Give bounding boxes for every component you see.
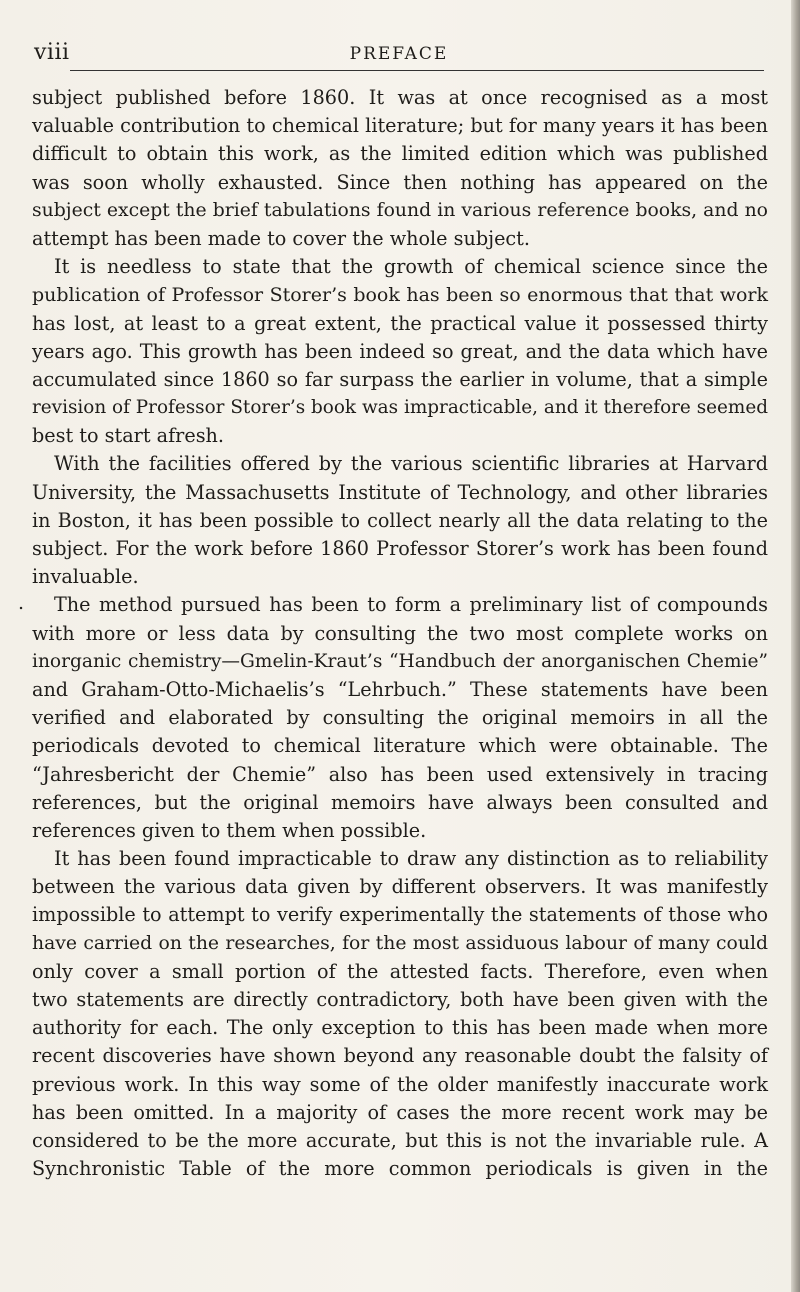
text-line: authority for each. The only exception to this has been made when more	[32, 1016, 768, 1040]
text-line: subject except the brief tabulations found in various reference books, and no	[32, 199, 768, 221]
text-line: subject. For the work before 1860 Professor Storer’s work has been found	[32, 537, 768, 560]
text-line: previous work. In this way some of the older manifestly inaccurate work	[32, 1072, 768, 1096]
text-line: years ago. This growth has been indeed so great, and the data which have	[32, 339, 768, 363]
page-edge-shadow	[791, 0, 800, 1292]
text-line: publication of Professor Storer’s book has been so enormous that that work	[32, 284, 768, 307]
text-line: periodicals devoted to chemical literature which were obtainable. The	[32, 734, 768, 758]
text-line: attempt has been made to cover the whole subject.	[32, 226, 530, 250]
text-line: With the facilities offered by the various scientific libraries at Harvard	[54, 452, 768, 476]
text-line: was soon wholly exhausted. Since then nothing has appeared on the	[32, 170, 768, 194]
text-line: recent discoveries have shown beyond any reasonable doubt the falsity of	[32, 1044, 768, 1068]
text-line: has lost, at least to a great extent, the practical value it possessed thirty	[32, 311, 768, 335]
text-line: and Graham-Otto-Michaelis’s “Lehrbuch.” These statements have been	[32, 677, 768, 701]
body-text	[32, 84, 768, 1183]
text-line: have carried on the researches, for the most assiduous labour of many could	[32, 932, 768, 954]
text-line: with more or less data by consulting the two most complete works on	[32, 621, 768, 645]
text-line: impossible to attempt to verify experimentally the statements of those who	[32, 903, 768, 927]
text-line: inorganic chemistry—Gmelin-Kraut’s “Handbuch der anorganischen Chemie”	[32, 650, 768, 672]
text-line: accumulated since 1860 so far surpass the earlier in volume, that a simple	[32, 367, 768, 391]
text-line: in Boston, it has been possible to collect nearly all the data relating to the	[32, 508, 768, 532]
text-line: It has been found impracticable to draw any distinction as to reliability	[54, 847, 768, 871]
text-line: It is needless to state that the growth of chemical science since the	[54, 255, 768, 279]
text-line: University, the Massachusetts Institute of Technology, and other libraries	[32, 480, 768, 504]
text-line: Synchronistic Table of the more common periodicals is given in the	[32, 1157, 768, 1181]
margin-mark: .	[18, 592, 25, 614]
text-line: difficult to obtain this work, as the limited edition which was published	[32, 142, 768, 166]
text-line: revision of Professor Storer’s book was impracticable, and it therefore seemed	[32, 397, 768, 419]
text-line: between the various data given by different observers. It was manifestly	[32, 875, 768, 899]
text-line: subject published before 1860. It was at once recognised as a most	[32, 86, 768, 109]
text-line: valuable contribution to chemical literature; but for many years it has been	[32, 114, 768, 138]
text-line: “Jahresbericht der Chemie” also has been used extensively in tracing	[32, 762, 768, 786]
page-number: viii	[34, 40, 70, 65]
header-rule	[70, 70, 764, 71]
text-line: verified and elaborated by consulting the original memoirs in all the	[32, 706, 768, 730]
text-line: references given to them when possible.	[32, 818, 427, 842]
text-line: best to start afresh.	[32, 424, 225, 448]
page-header	[34, 40, 764, 70]
text-line: The method pursued has been to form a preliminary list of compounds	[54, 593, 768, 617]
text-line: has been omitted. In a majority of cases the more recent work may be	[32, 1100, 768, 1124]
text-line: two statements are directly contradictory, both have been given with the	[32, 988, 768, 1011]
text-line: invaluable.	[32, 565, 139, 589]
text-line: considered to be the more accurate, but this is not the invariable rule. A	[32, 1128, 768, 1152]
text-line: references, but the original memoirs have always been consulted and	[32, 790, 768, 814]
running-title: PREFACE	[349, 44, 449, 64]
text-line: only cover a small portion of the attested facts. Therefore, even when	[32, 959, 768, 983]
